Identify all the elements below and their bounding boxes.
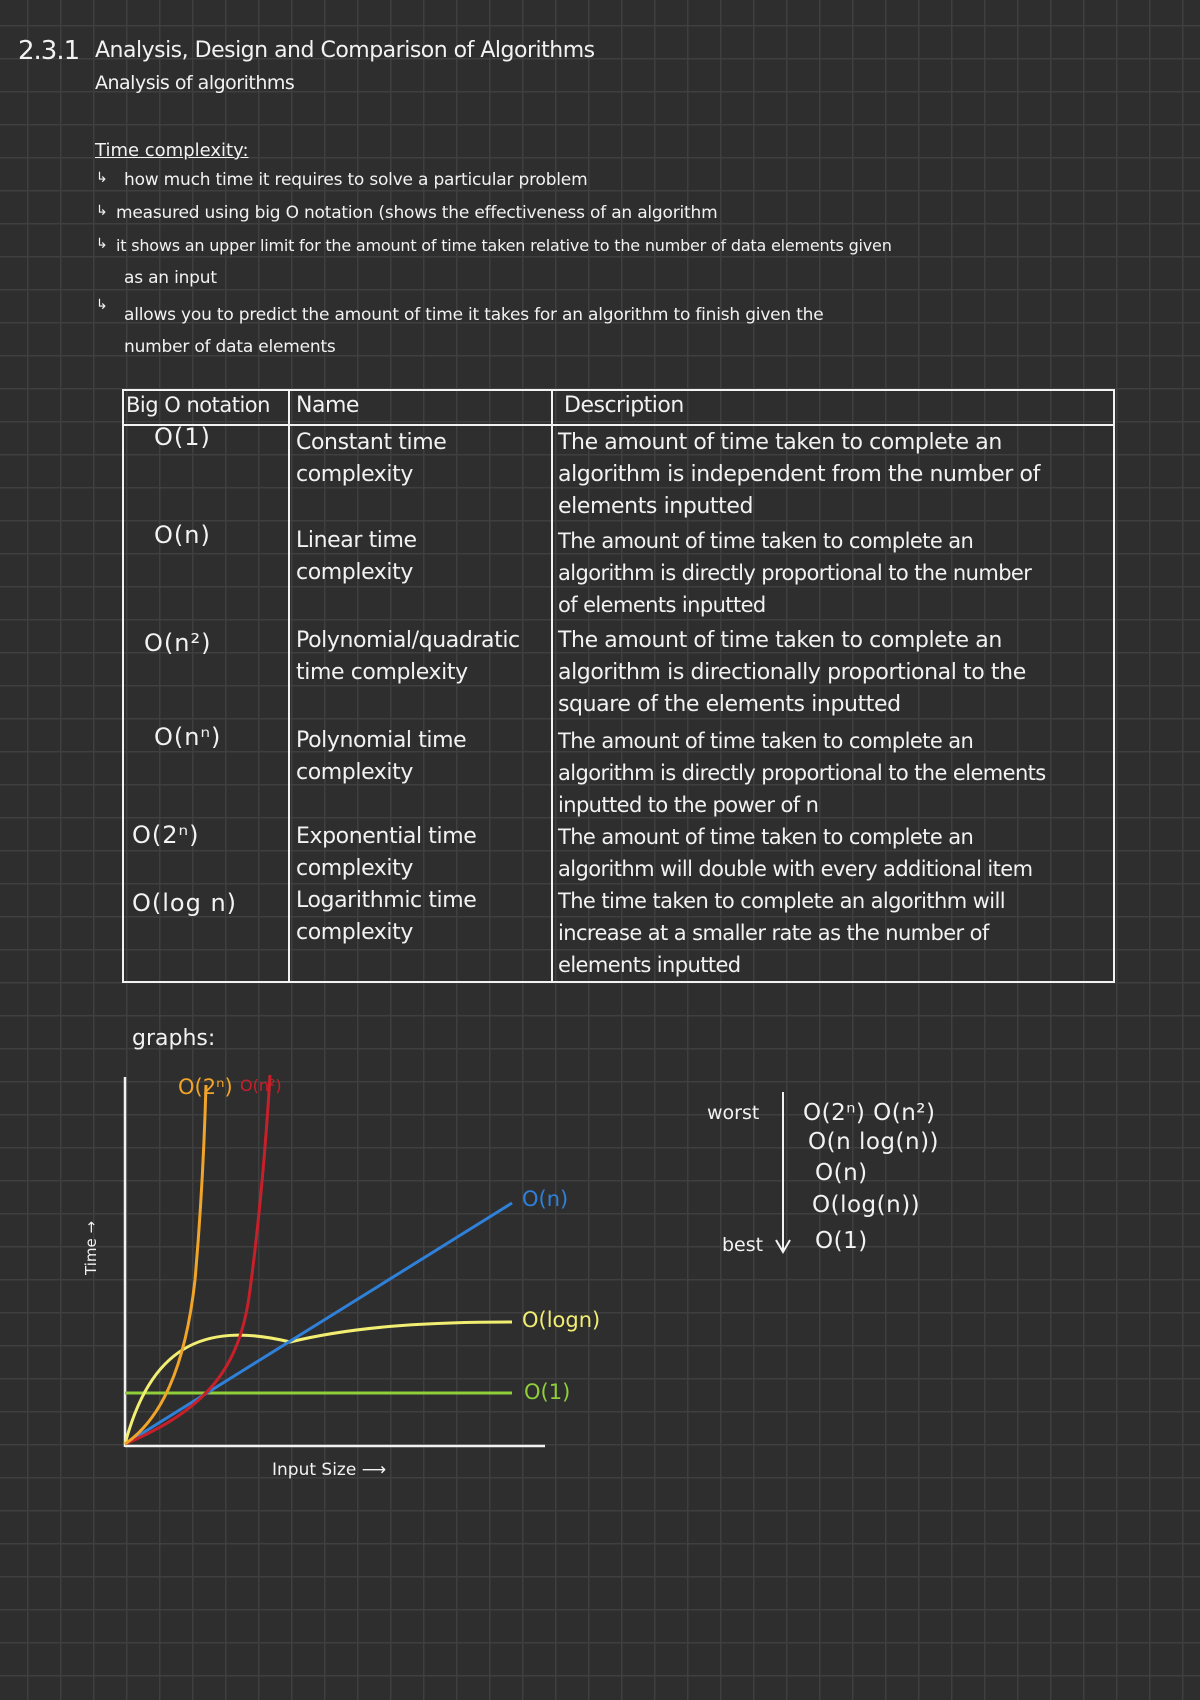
bullet-text: it shows an upper limit for the amount of time taken relative to the number of data elements given xyxy=(116,236,892,255)
bullet-arrow-icon: ↳ xyxy=(96,203,108,219)
bullet-arrow-icon: ↳ xyxy=(96,297,108,313)
curve-label-o-logn: O(logn) xyxy=(522,1308,601,1332)
section-number: 2.3.1 xyxy=(18,36,80,66)
ranking-line: O(n) xyxy=(815,1160,868,1186)
table-cell-name: Constant time complexity xyxy=(296,430,447,487)
table-cell-description: The time taken to complete an algorithm will increase at a smaller rate as the number of elements inputted xyxy=(558,889,1005,977)
page-subtitle: Analysis of algorithms xyxy=(95,72,295,94)
table-cell-name: Polynomial time complexity xyxy=(296,728,467,785)
table-header-description: Description xyxy=(564,393,684,418)
table-cell-description: The amount of time taken to complete an algorithm is directly proportional to the number of elements inputted xyxy=(558,529,1032,617)
table-cell-description: The amount of time taken to complete an algorithm will double with every additional item xyxy=(558,825,1033,881)
best-label: best xyxy=(722,1234,764,1256)
y-axis-label: Time → xyxy=(82,1220,100,1275)
worst-label: worst xyxy=(707,1102,760,1124)
table-cell-notation: O(nⁿ) xyxy=(154,723,222,751)
table-cell-notation: O(2ⁿ) xyxy=(132,821,200,849)
ranking-line: O(2ⁿ) O(n²) xyxy=(803,1100,936,1126)
table-cell-description: The amount of time taken to complete an algorithm is directionally proportional to the square of the elements inputted xyxy=(558,628,1026,717)
page-title: Analysis, Design and Comparison of Algorithms xyxy=(95,38,595,63)
bullet-text-continued: as an input xyxy=(124,268,217,288)
bullet-text: measured using big O notation (shows the effectiveness of an algorithm xyxy=(116,203,718,223)
table-header-name: Name xyxy=(296,393,359,418)
bullet-text: allows you to predict the amount of time it takes for an algorithm to finish given the xyxy=(124,305,824,325)
table-header-notation: Big O notation xyxy=(126,393,270,417)
ranking-line: O(log(n)) xyxy=(812,1192,921,1218)
table-cell-description: The amount of time taken to complete an algorithm is independent from the number of elements inputted xyxy=(558,430,1040,519)
graphs-label: graphs: xyxy=(132,1026,216,1051)
curve-label-o-2n: O(2ⁿ) xyxy=(178,1075,233,1099)
bullet-arrow-icon: ↳ xyxy=(96,236,108,252)
time-complexity-heading: Time complexity: xyxy=(95,140,249,161)
table-cell-notation: O(log n) xyxy=(132,889,238,917)
ranking-line: O(1) xyxy=(815,1228,868,1254)
ranking-line: O(n log(n)) xyxy=(808,1129,940,1155)
table-cell-notation: O(1) xyxy=(154,423,211,451)
table-cell-name: Polynomial/quadratic time complexity xyxy=(296,628,520,685)
table-cell-name: Linear time complexity xyxy=(296,528,417,585)
curve-o-2n xyxy=(125,1085,206,1444)
table-cell-notation: O(n) xyxy=(154,521,211,549)
table-cell-name: Exponential time complexity xyxy=(296,824,477,881)
bullet-arrow-icon: ↳ xyxy=(96,170,108,186)
ranking-arrow-icon xyxy=(770,1090,796,1260)
curve-label-o-n: O(n) xyxy=(522,1187,569,1211)
table-cell-name: Logarithmic time complexity xyxy=(296,888,477,945)
bullet-text-continued: number of data elements xyxy=(124,337,336,357)
x-axis-label: Input Size ⟶ xyxy=(272,1460,387,1480)
table-cell-description: The amount of time taken to complete an algorithm is directly proportional to the elements inputted to the power of n xyxy=(558,729,1046,817)
table-cell-notation: O(n²) xyxy=(144,629,212,657)
curve-label-o-1: O(1) xyxy=(524,1380,571,1404)
bullet-text: how much time it requires to solve a particular problem xyxy=(124,170,588,190)
curve-label-o-n2: O(n²) xyxy=(240,1076,282,1095)
curve-o-logn xyxy=(125,1322,512,1444)
